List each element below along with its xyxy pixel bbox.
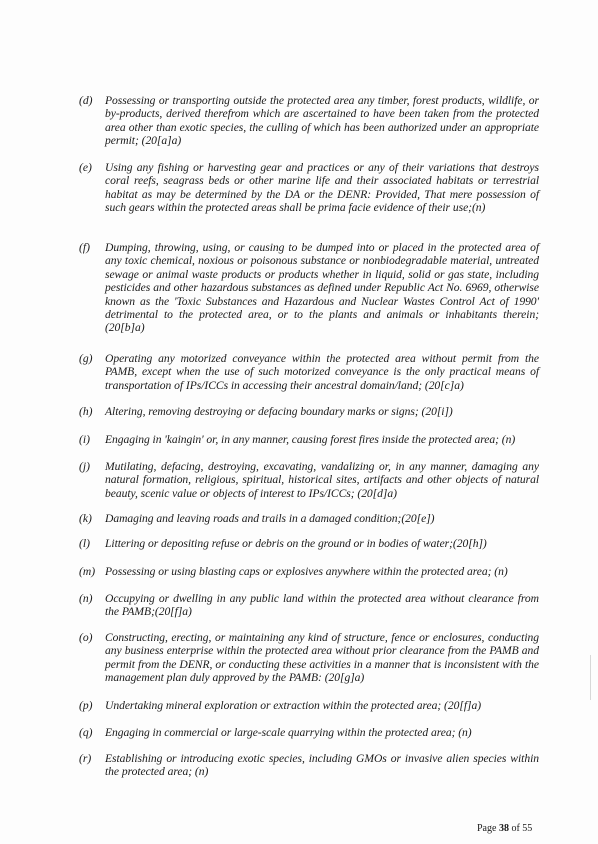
- item-label: (o): [79, 631, 93, 644]
- item-label: (h): [79, 405, 93, 418]
- item-label: (i): [79, 433, 90, 446]
- footer-total-pages: 55: [522, 823, 533, 834]
- footer-of-label: of: [511, 823, 520, 834]
- item-text: Possessing or transporting outside the protected area any timber, forest products, wildlife, or by-products, derived therefrom which are ascertained to have been taken from the protected area other than exotic species, the culling of which has been authorized under an appropriate permit; (20[a]a): [105, 94, 539, 148]
- footer-page-number: 38: [498, 823, 509, 834]
- item-label: (k): [79, 512, 92, 525]
- item-text: Occupying or dwelling in any public land within the protected area without clearance from the PAMB;(20[f]a): [105, 592, 539, 619]
- item-label: (q): [79, 726, 93, 739]
- item-text: Damaging and leaving roads and trails in a damaged condition;(20[e]): [105, 512, 435, 525]
- page-footer: [477, 823, 532, 835]
- item-text: Using any fishing or harvesting gear and practices or any of their variations that destroys coral reefs, seagrass beds or other marine life and their associated habitats or terrestrial habitat as may be determined by the DA or the DENR: Provided, That mere possession of such gears within the protected areas shall be prima facie evidence of their use;(n): [105, 161, 539, 215]
- item-text: Engaging in commercial or large-scale quarrying within the protected area; (n): [105, 726, 472, 739]
- item-text: Engaging in 'kaingin' or, in any manner, causing forest fires inside the protected area; (n): [105, 433, 516, 446]
- item-label: (n): [79, 592, 93, 605]
- item-text: Undertaking mineral exploration or extraction within the protected area; (20[f]a): [105, 699, 482, 712]
- item-label: (j): [79, 460, 90, 473]
- item-label: (l): [79, 537, 90, 550]
- item-label: (d): [79, 94, 93, 107]
- item-text: Altering, removing destroying or defacing boundary marks or signs; (20[i]): [105, 405, 453, 418]
- item-label: (r): [79, 752, 92, 765]
- item-text: Dumping, throwing, using, or causing to be dumped into or placed in the protected area of any toxic chemical, noxious or poisonous substance or nonbiodegradable material, untreated sewage or animal waste products or products whether in liquid, solid or gas state, including pesticides and other hazardous substances as defined under Republic Act No. 6969, otherwise known as the 'Toxic Substances and Hazardous and Nuclear Wastes Control Act of 1990' detrimental to the protected area, or to the plants and animals or inhabitants therein; (20[b]a): [105, 241, 539, 335]
- item-label: (m): [79, 565, 96, 578]
- item-text: Littering or depositing refuse or debris on the ground or in bodies of water;(20[h]): [105, 537, 487, 550]
- item-text: Constructing, erecting, or maintaining any kind of structure, fence or enclosures, conducting any business enterprise within the protected area without prior clearance from the PAMB and permit from the DENR, or conducting these activities in a manner that is inconsistent with the management plan duly approved by the PAMB: (20[g]a): [105, 631, 539, 685]
- item-text: Establishing or introducing exotic species, including GMOs or invasive alien species within the protected area; (n): [105, 752, 539, 779]
- footer-prefix: Page: [477, 823, 497, 834]
- scan-edge-mark: [590, 655, 591, 700]
- item-label: (g): [79, 352, 93, 365]
- item-text: Mutilating, defacing, destroying, excavating, vandalizing or, in any manner, damaging any natural formation, religious, spiritual, historical sites, artifacts and other objects of natural beauty, scenic value or objects of interest to IPs/ICCs; (20[d]a): [105, 460, 539, 500]
- item-label: (e): [79, 161, 92, 174]
- item-text: Operating any motorized conveyance within the protected area without permit from the PAMB, except when the use of such motorized conveyance is the only practical means of transportation of IPs/ICCs in accessing their ancestral domain/land; (20[c]a): [105, 352, 539, 392]
- item-text: Possessing or using blasting caps or explosives anywhere within the protected area; (n): [105, 565, 508, 578]
- item-label: (p): [79, 699, 93, 712]
- item-label: (f): [79, 241, 90, 254]
